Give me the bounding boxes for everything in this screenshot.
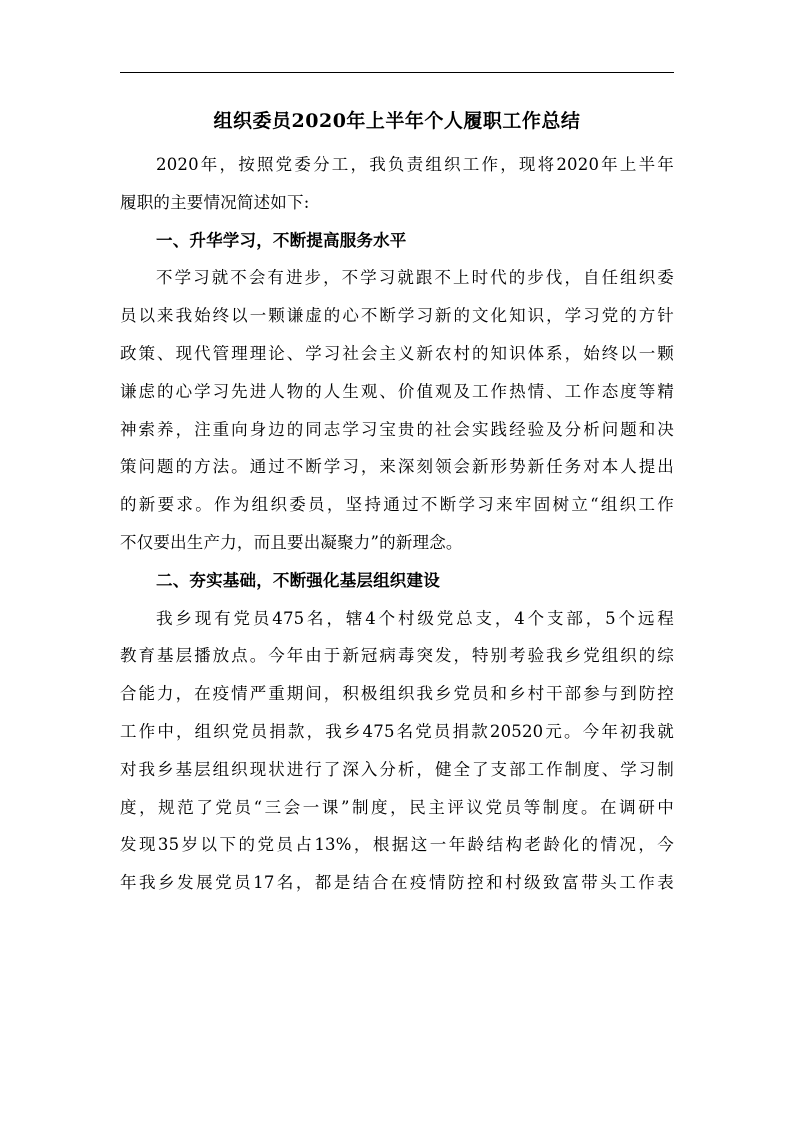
text-line: 合能力，在疫情严重期间，积极组织我乡党员和乡村干部参与到防控 [120, 684, 674, 704]
text-line: 2020年，按照党委分工，我负责组织工作，现将2020年上半年 [156, 155, 674, 174]
document-body [120, 103, 674, 902]
text-line: 员以来我始终以一颗谦虚的心不断学习新的文化知识，学习党的方针 [120, 306, 674, 326]
text-line: 对我乡基层组织现状进行了深入分析，健全了支部工作制度、学习制 [120, 759, 674, 779]
text-line: 不学习就不会有进步，不学习就跟不上时代的步伐，自任组织委 [156, 268, 674, 288]
text-line: 度，规范了党员“三会一课”制度，民主评议党员等制度。在调研中 [120, 797, 674, 817]
text-line: 不仅要出生产力，而且要出凝聚力”的新理念。 [120, 532, 463, 552]
text-line: 神索养，注重向身边的同志学习宝贵的社会实践经验及分析问题和决 [120, 419, 674, 439]
section-heading: 二、夯实基础，不断强化基层组织建设 [156, 570, 440, 590]
text-line: 政策、现代管理理论、学习社会主义新农村的知识体系，始终以一颗 [120, 343, 674, 363]
text-line: 教育基层播放点。今年由于新冠病毒突发，特别考验我乡党组织的综 [120, 646, 674, 666]
text-line: 我乡现有党员475名，辖4个村级党总支，4个支部，5个远程 [156, 608, 674, 628]
header-rule [120, 72, 674, 73]
section-heading: 一、升华学习，不断提高服务水平 [156, 230, 407, 250]
document-title: 组织委员2020年上半年个人履职工作总结 [213, 110, 581, 132]
text-line: 策问题的方法。通过不断学习，来深刻领会新形势新任务对本人提出 [120, 457, 674, 477]
text-line: 的新要求。作为组织委员，坚持通过不断学习来牢固树立“组织工作 [120, 495, 674, 515]
text-line: 履职的主要情况简述如下: [120, 192, 310, 212]
text-line: 工作中，组织党员捐款，我乡475名党员捐款20520元。今年初我就 [120, 721, 674, 741]
text-line: 谦虑的心学习先进人物的人生观、价值观及工作热情、工作态度等精 [120, 381, 674, 401]
text-line: 年我乡发展党员17名，都是结合在疫情防控和村级致富带头工作表 [120, 873, 674, 893]
text-line: 发现35岁以下的党员占13%，根据这一年龄结构老龄化的情况，今 [120, 835, 674, 855]
document-lines [120, 146, 674, 902]
